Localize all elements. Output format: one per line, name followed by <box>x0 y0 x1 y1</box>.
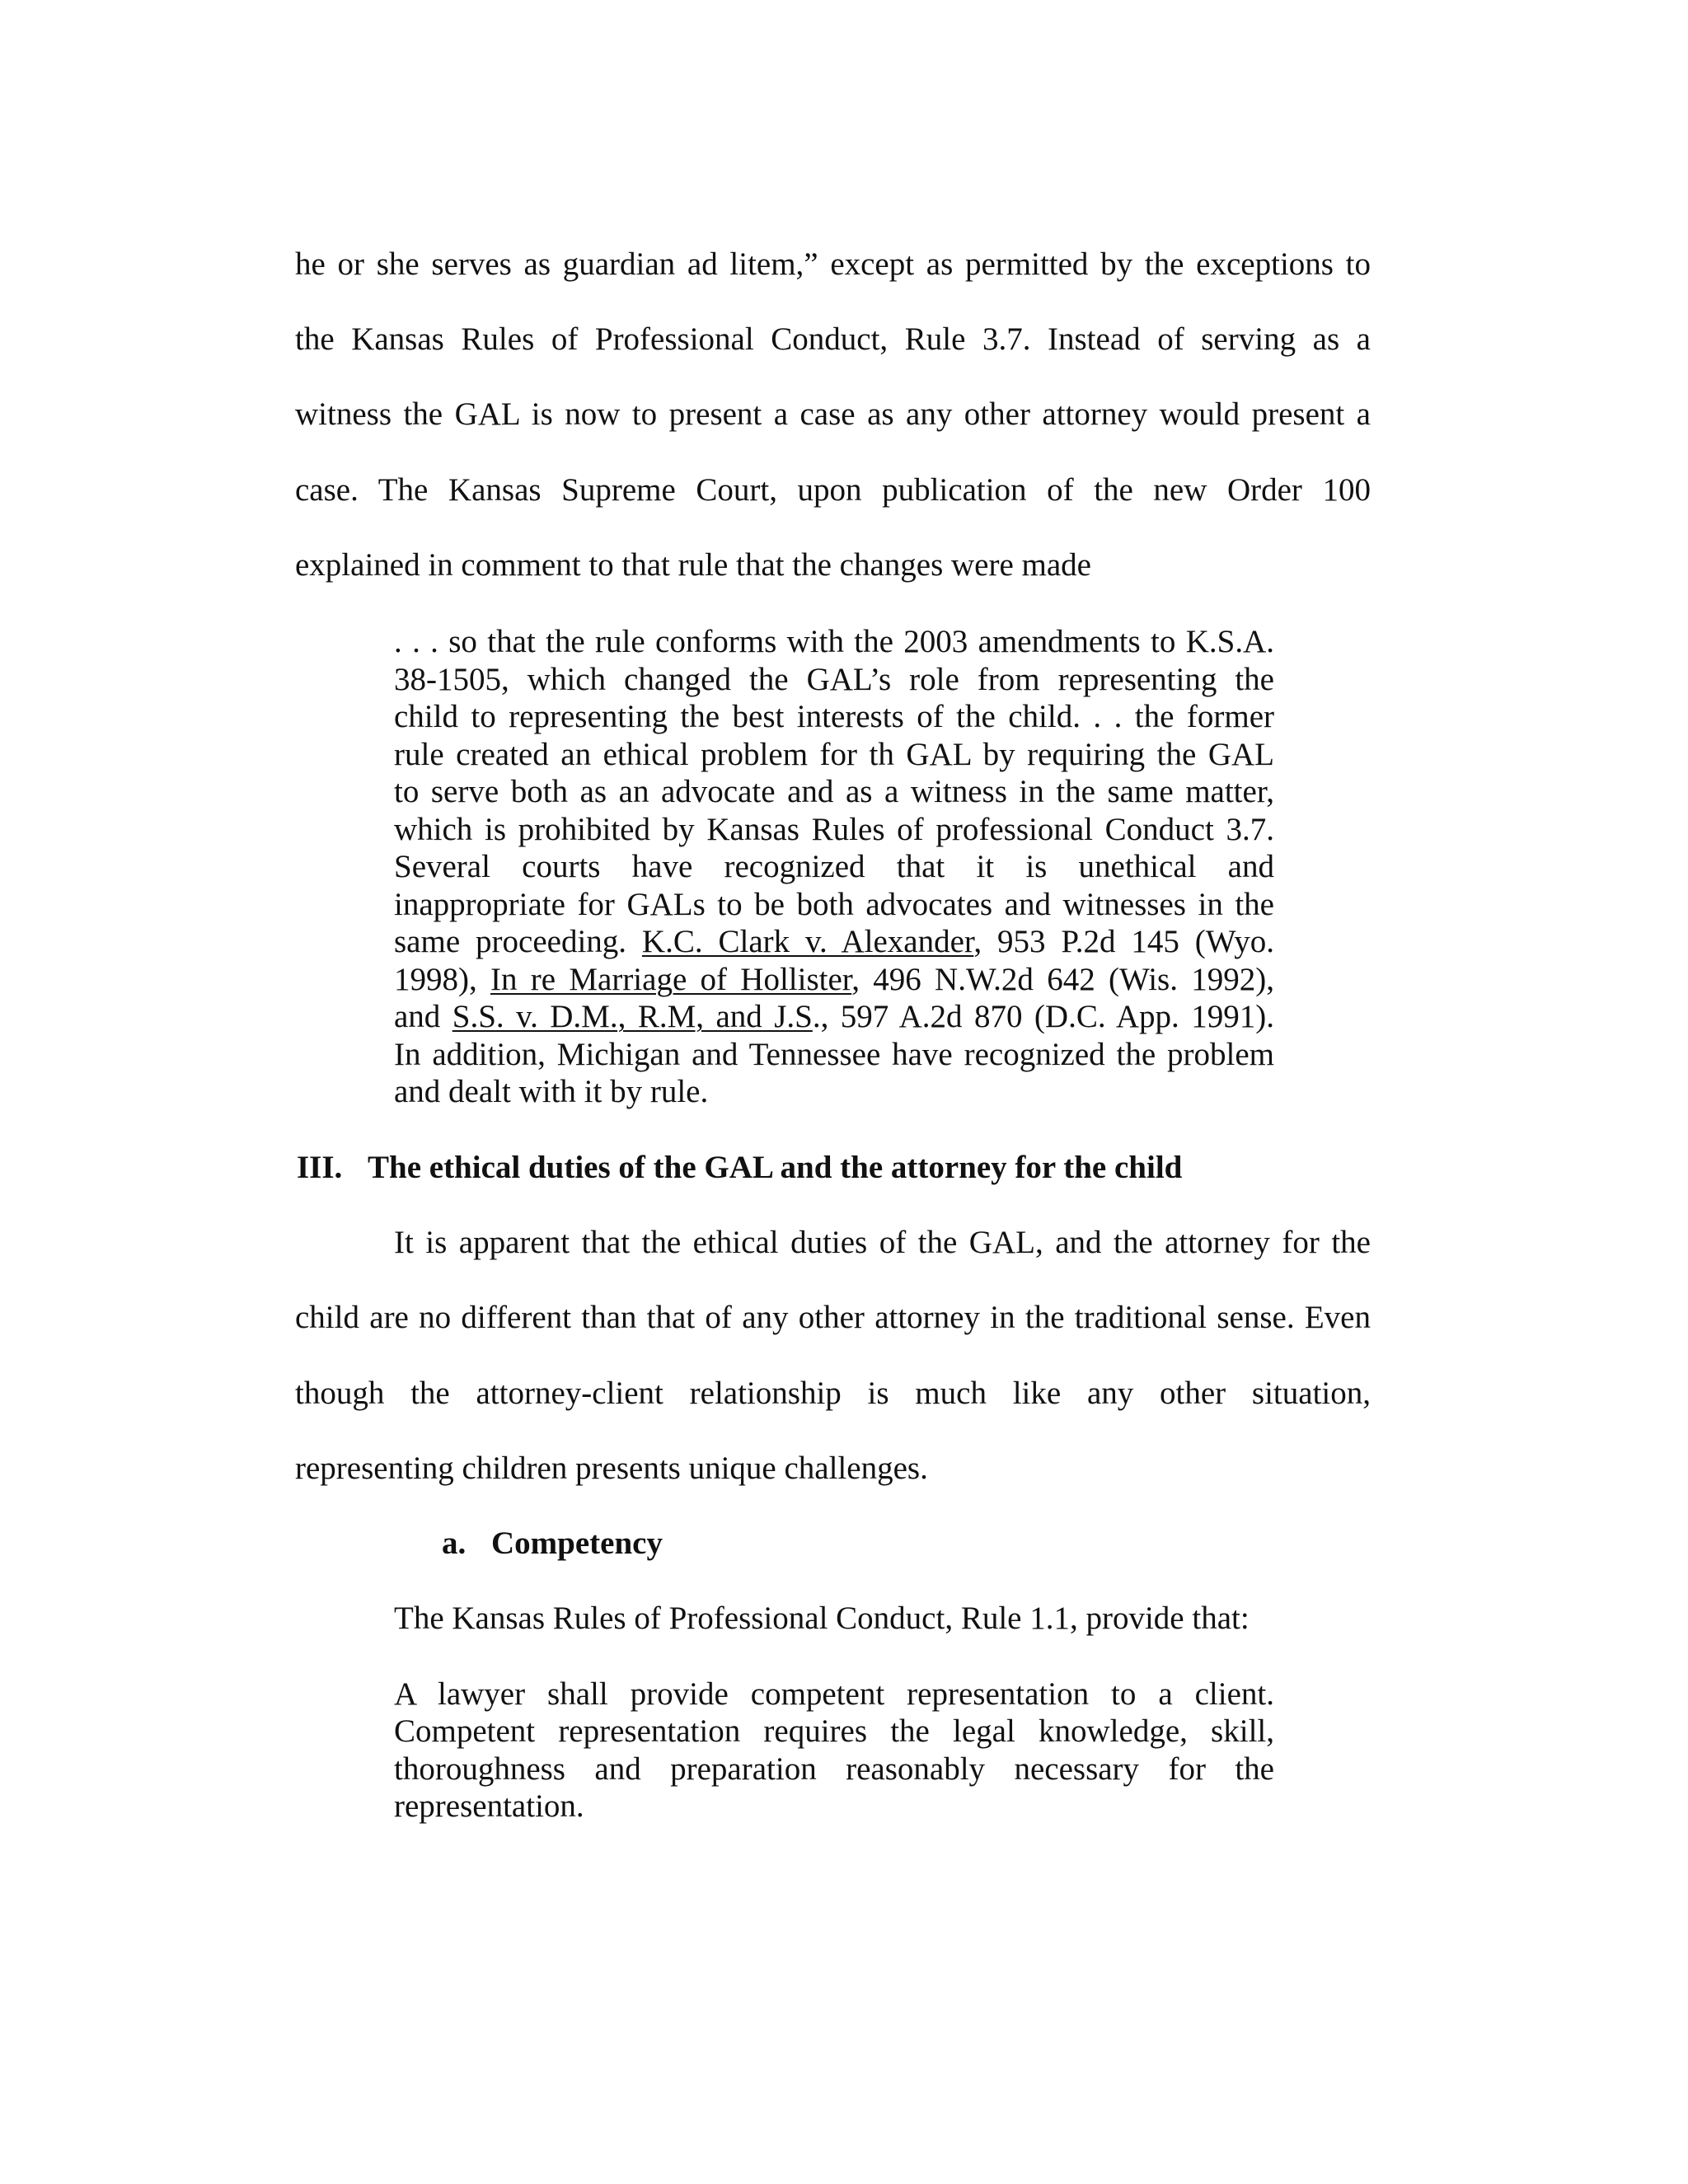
quote-text: 1998), <box>394 962 491 997</box>
case-citation: In re Marriage of Hollister <box>490 962 852 997</box>
body-text-line: It is apparent that the ethical duties of the GAL, and the attorney for the <box>394 1225 1371 1260</box>
quote-text: same proceeding. <box>394 924 642 959</box>
quote-text: ., 597 A.2d 870 (D.C. App. 1991). <box>812 999 1274 1034</box>
case-citation: S.S. v. D.M., R.M, and J.S <box>452 999 813 1034</box>
section-number: III. <box>297 1150 343 1185</box>
section-heading <box>297 1149 1182 1187</box>
block-quote-line: . . . so that the rule conforms with the 2003 amendments to K.S.A. <box>394 624 1274 659</box>
body-text-line: child are no different than that of any other attorney in the traditional sense. Even <box>295 1300 1371 1335</box>
body-text-line: though the attorney-client relationship is much like any other situation, <box>295 1376 1371 1411</box>
body-text-line: explained in comment to that rule that the changes were made <box>295 547 1091 583</box>
block-quote-line: rule created an ethical problem for th GAL by requiring the GAL <box>394 737 1274 772</box>
body-text-line: case. The Kansas Supreme Court, upon publication of the new Order 100 <box>295 472 1371 508</box>
body-text-line: he or she serves as guardian ad litem,” except as permitted by the exceptions to <box>295 246 1371 282</box>
quote-text: , 496 N.W.2d 642 (Wis. 1992), <box>851 962 1274 997</box>
block-quote-line: child to representing the best interests of the child. . . the former <box>394 699 1274 734</box>
case-citation: K.C. Clark v. Alexander <box>641 924 974 959</box>
block-quote-line: and dealt with it by rule. <box>394 1074 709 1109</box>
block-quote-line <box>394 961 1274 999</box>
body-text-line: The Kansas Rules of Professional Conduct, Rule 1.1, provide that: <box>394 1601 1250 1636</box>
block-quote-line: Competent representation requires the legal knowledge, skill, <box>394 1713 1274 1749</box>
body-text-line: witness the GAL is now to present a case as any other attorney would present a <box>295 396 1371 432</box>
section-title: The ethical duties of the GAL and the attorney for the child <box>368 1150 1183 1185</box>
body-text-line: representing children presents unique challenges. <box>295 1451 928 1486</box>
quote-text: , 953 P.2d 145 (Wyo. <box>973 924 1274 959</box>
subsection-letter: a. <box>442 1526 467 1561</box>
block-quote-line: to serve both as an advocate and as a witness in the same matter, <box>394 774 1274 809</box>
body-text-line: the Kansas Rules of Professional Conduct, Rule 3.7. Instead of serving as a <box>295 321 1371 357</box>
block-quote-line: which is prohibited by Kansas Rules of professional Conduct 3.7. <box>394 812 1274 847</box>
block-quote-line <box>394 923 1274 961</box>
block-quote-line: In addition, Michigan and Tennessee have recognized the problem <box>394 1037 1274 1072</box>
block-quote-line: 38-1505, which changed the GAL’s role from representing the <box>394 662 1274 697</box>
block-quote-line: thoroughness and preparation reasonably necessary for the <box>394 1751 1274 1787</box>
block-quote-line: inappropriate for GALs to be both advocates and witnesses in the <box>394 887 1274 922</box>
quote-text: and <box>394 999 452 1034</box>
block-quote-line <box>394 998 1274 1036</box>
subsection-heading <box>442 1525 663 1563</box>
subsection-title: Competency <box>491 1526 663 1561</box>
block-quote-line: Several courts have recognized that it is unethical and <box>394 849 1274 884</box>
block-quote-line: representation. <box>394 1788 584 1824</box>
block-quote-line: A lawyer shall provide competent representation to a client. <box>394 1676 1274 1712</box>
